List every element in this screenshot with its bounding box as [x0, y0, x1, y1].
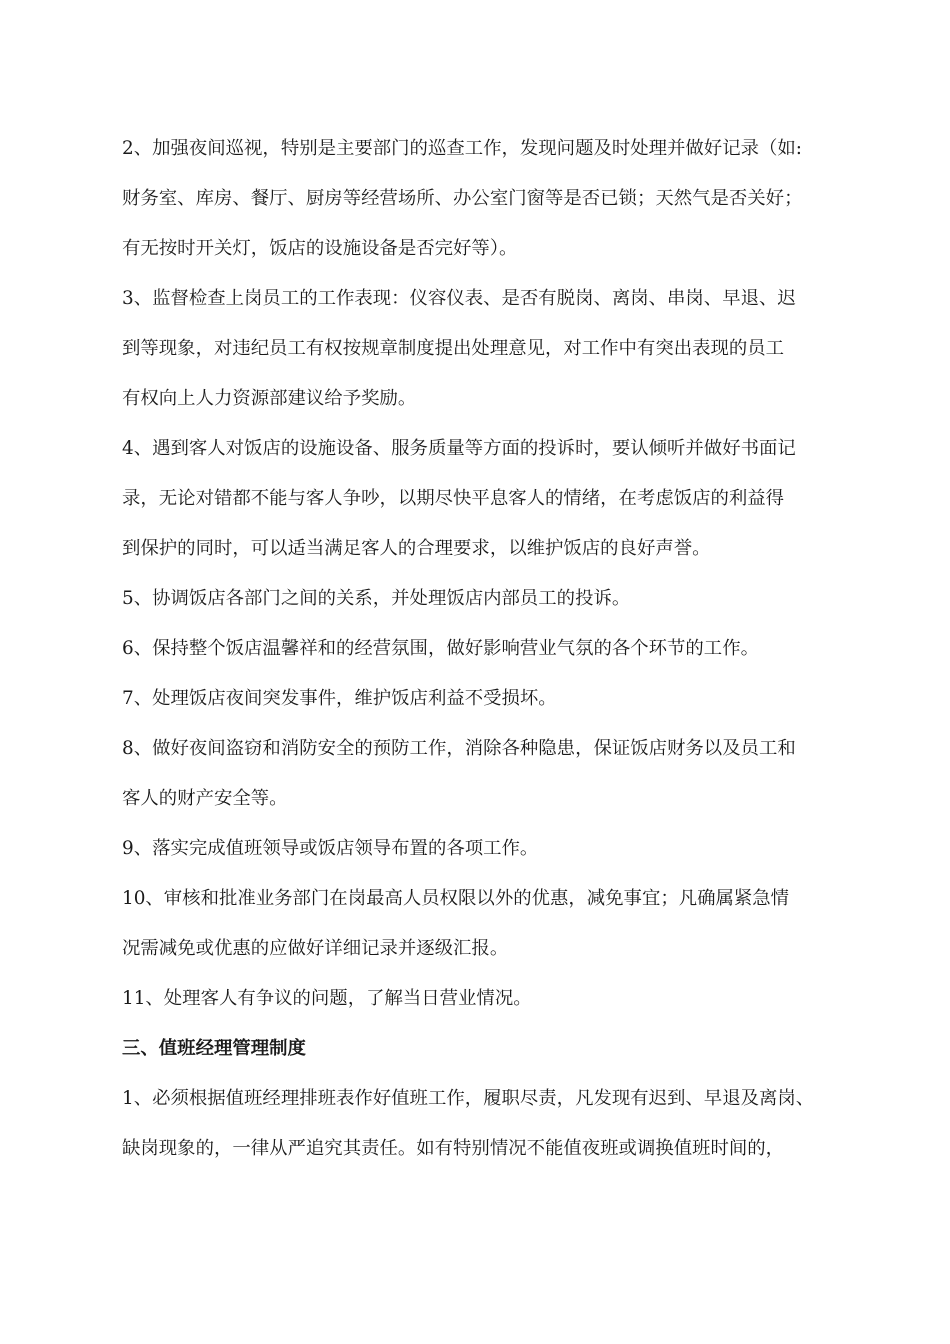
- text-line: 况需减免或优惠的应做好详细记录并逐级汇报。: [122, 938, 509, 959]
- text-line: 8、做好夜间盗窃和消防安全的预防工作，消除各种隐患，保证饭店财务以及员工和: [122, 738, 796, 759]
- paragraph-item-8: [122, 724, 834, 824]
- paragraph-item-6: [122, 624, 834, 674]
- text-line: 缺岗现象的，一律从严追究其责任。如有特别情况不能值夜班或调换值班时间的，: [122, 1138, 785, 1159]
- text-line: 7、处理饭店夜间突发事件，维护饭店利益不受损坏。: [122, 688, 557, 709]
- text-line: 4、遇到客人对饭店的设施设备、服务质量等方面的投诉时，要认倾听并做好书面记: [122, 438, 796, 459]
- paragraph-item-4: [122, 424, 834, 574]
- paragraph-rule-1: [122, 1074, 834, 1174]
- paragraph-item-10: [122, 874, 834, 974]
- text-line: 5、协调饭店各部门之间的关系，并处理饭店内部员工的投诉。: [122, 588, 631, 609]
- text-line: 10、审核和批准业务部门在岗最高人员权限以外的优惠，减免事宜；凡确属紧急情: [122, 888, 790, 909]
- text-line: 有无按时开关灯，饭店的设施设备是否完好等）。: [122, 238, 518, 259]
- paragraph-item-2: [122, 124, 834, 274]
- text-line: 3、监督检查上岗员工的工作表现：仪容仪表、是否有脱岗、离岗、串岗、早退、迟: [122, 288, 796, 309]
- text-line: 11、处理客人有争议的问题，了解当日营业情况。: [122, 988, 532, 1009]
- text-line: 9、落实完成值班领导或饭店领导布置的各项工作。: [122, 838, 539, 859]
- paragraph-item-3: [122, 274, 834, 424]
- text-line: 6、保持整个饭店温馨祥和的经营氛围，做好影响营业气氛的各个环节的工作。: [122, 638, 759, 659]
- text-line: 财务室、库房、餐厅、厨房等经营场所、办公室门窗等是否已锁；天然气是否关好；: [122, 188, 803, 209]
- text-line: 2、加强夜间巡视，特别是主要部门的巡查工作，发现问题及时处理并做好记录（如:: [122, 138, 802, 159]
- text-line: 录，无论对错都不能与客人争吵，以期尽快平息客人的情绪，在考虑饭店的利益得: [122, 488, 785, 509]
- text-line: 到保护的同时，可以适当满足客人的合理要求，以维护饭店的良好声誉。: [122, 538, 711, 559]
- paragraph-item-11: [122, 974, 834, 1024]
- paragraph-item-7: [122, 674, 834, 724]
- section-heading: [122, 1024, 834, 1074]
- paragraph-item-9: [122, 824, 834, 874]
- text-line: 到等现象，对违纪员工有权按规章制度提出处理意见，对工作中有突出表现的员工: [122, 338, 785, 359]
- document-body: [122, 124, 834, 1174]
- section-title: 三、值班经理管理制度: [122, 1038, 306, 1059]
- text-line: 有权向上人力资源部建议给予奖励。: [122, 388, 417, 409]
- paragraph-item-5: [122, 574, 834, 624]
- text-line: 1、必须根据值班经理排班表作好值班工作，履职尽责，凡发现有迟到、早退及离岗、: [122, 1088, 815, 1109]
- text-line: 客人的财产安全等。: [122, 788, 288, 809]
